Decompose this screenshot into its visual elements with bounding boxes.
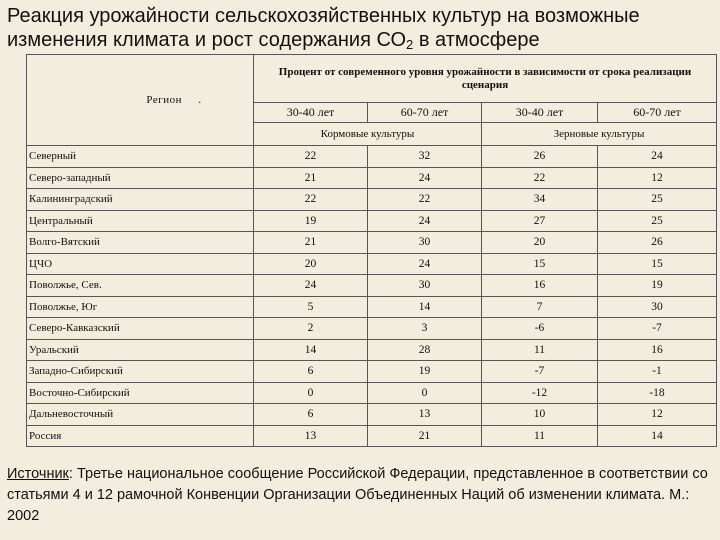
value-cell: 21 <box>254 232 368 254</box>
value-cell: 26 <box>598 232 717 254</box>
value-cell: 3 <box>368 318 482 340</box>
group-header-fodder: Кормовые культуры <box>254 123 482 146</box>
value-cell: 12 <box>598 404 717 426</box>
value-cell: 22 <box>254 189 368 211</box>
title-line-2: изменения климата и рост содержания СО <box>7 29 407 51</box>
period-header: 30-40 лет <box>254 103 368 123</box>
percent-header: Процент от современного уровня урожайности в зависимости от срока реализации сценария <box>254 55 717 103</box>
value-cell: 20 <box>254 253 368 275</box>
value-cell: 19 <box>254 210 368 232</box>
value-cell: 14 <box>368 296 482 318</box>
value-cell: 26 <box>482 146 598 168</box>
region-cell: Поволжье, Сев. <box>27 275 254 297</box>
table-row <box>27 189 717 211</box>
table-row <box>27 361 717 383</box>
value-cell: 24 <box>254 275 368 297</box>
value-cell: 14 <box>254 339 368 361</box>
value-cell: -18 <box>598 382 717 404</box>
value-cell: 5 <box>254 296 368 318</box>
region-cell: Волго-Вятский <box>27 232 254 254</box>
value-cell: 20 <box>482 232 598 254</box>
table-row <box>27 210 717 232</box>
value-cell: 2 <box>254 318 368 340</box>
value-cell: 15 <box>598 253 717 275</box>
page-title <box>7 4 713 52</box>
value-cell: 22 <box>368 189 482 211</box>
region-cell: Калининградский <box>27 189 254 211</box>
region-cell: Западно-Сибирский <box>27 361 254 383</box>
source-note <box>7 464 713 527</box>
table-row <box>27 382 717 404</box>
title-line-2-end: в атмосфере <box>413 29 540 51</box>
value-cell: 11 <box>482 339 598 361</box>
value-cell: -1 <box>598 361 717 383</box>
region-cell: Северо-западный <box>27 167 254 189</box>
value-cell: 25 <box>598 189 717 211</box>
value-cell: -7 <box>598 318 717 340</box>
value-cell: 14 <box>598 425 717 447</box>
title-line-1: Реакция урожайности сельскохозяйственных культур на возможные <box>7 5 640 27</box>
value-cell: 21 <box>368 425 482 447</box>
table-row <box>27 275 717 297</box>
region-cell: Северо-Кавказский <box>27 318 254 340</box>
value-cell: 30 <box>368 275 482 297</box>
value-cell: 34 <box>482 189 598 211</box>
value-cell: -7 <box>482 361 598 383</box>
period-header: 30-40 лет <box>482 103 598 123</box>
value-cell: 32 <box>368 146 482 168</box>
region-cell: ЦЧО <box>27 253 254 275</box>
value-cell: 12 <box>598 167 717 189</box>
value-cell: 11 <box>482 425 598 447</box>
region-cell: Россия <box>27 425 254 447</box>
period-header: 60-70 лет <box>598 103 717 123</box>
value-cell: 30 <box>368 232 482 254</box>
region-cell: Дальневосточный <box>27 404 254 426</box>
value-cell: 27 <box>482 210 598 232</box>
value-cell: 6 <box>254 361 368 383</box>
title-subscript: 2 <box>406 37 414 52</box>
period-header: 60-70 лет <box>368 103 482 123</box>
value-cell: 0 <box>254 382 368 404</box>
value-cell: 24 <box>598 146 717 168</box>
value-cell: 7 <box>482 296 598 318</box>
yield-table <box>26 54 717 447</box>
value-cell: 21 <box>254 167 368 189</box>
value-cell: -12 <box>482 382 598 404</box>
value-cell: 16 <box>482 275 598 297</box>
value-cell: 6 <box>254 404 368 426</box>
value-cell: 24 <box>368 167 482 189</box>
region-header: Регион . <box>27 55 254 146</box>
region-cell: Уральский <box>27 339 254 361</box>
table-row <box>27 339 717 361</box>
table-row <box>27 232 717 254</box>
value-cell: 30 <box>598 296 717 318</box>
table-row <box>27 404 717 426</box>
region-cell: Восточно-Сибирский <box>27 382 254 404</box>
source-label: Источник <box>7 466 69 482</box>
group-header-grain: Зерновые культуры <box>482 123 717 146</box>
value-cell: 24 <box>368 253 482 275</box>
table-row <box>27 167 717 189</box>
table-row <box>27 425 717 447</box>
value-cell: 25 <box>598 210 717 232</box>
value-cell: 24 <box>368 210 482 232</box>
value-cell: -6 <box>482 318 598 340</box>
value-cell: 19 <box>598 275 717 297</box>
value-cell: 22 <box>254 146 368 168</box>
value-cell: 0 <box>368 382 482 404</box>
source-text: : Третье национальное сообщение Российской Федерации, представленное в соответствии со статьями 4 и 12 рамочной Конвенции Организации Объединенных Наций об изменении климата. М.: 2002 <box>7 466 708 524</box>
value-cell: 13 <box>254 425 368 447</box>
region-cell: Северный <box>27 146 254 168</box>
table-row <box>27 146 717 168</box>
value-cell: 16 <box>598 339 717 361</box>
value-cell: 19 <box>368 361 482 383</box>
table-row <box>27 253 717 275</box>
header-dot: . <box>198 94 202 106</box>
region-cell: Центральный <box>27 210 254 232</box>
value-cell: 10 <box>482 404 598 426</box>
table-row <box>27 296 717 318</box>
value-cell: 28 <box>368 339 482 361</box>
value-cell: 13 <box>368 404 482 426</box>
table-row <box>27 318 717 340</box>
region-cell: Поволжье, Юг <box>27 296 254 318</box>
value-cell: 15 <box>482 253 598 275</box>
value-cell: 22 <box>482 167 598 189</box>
